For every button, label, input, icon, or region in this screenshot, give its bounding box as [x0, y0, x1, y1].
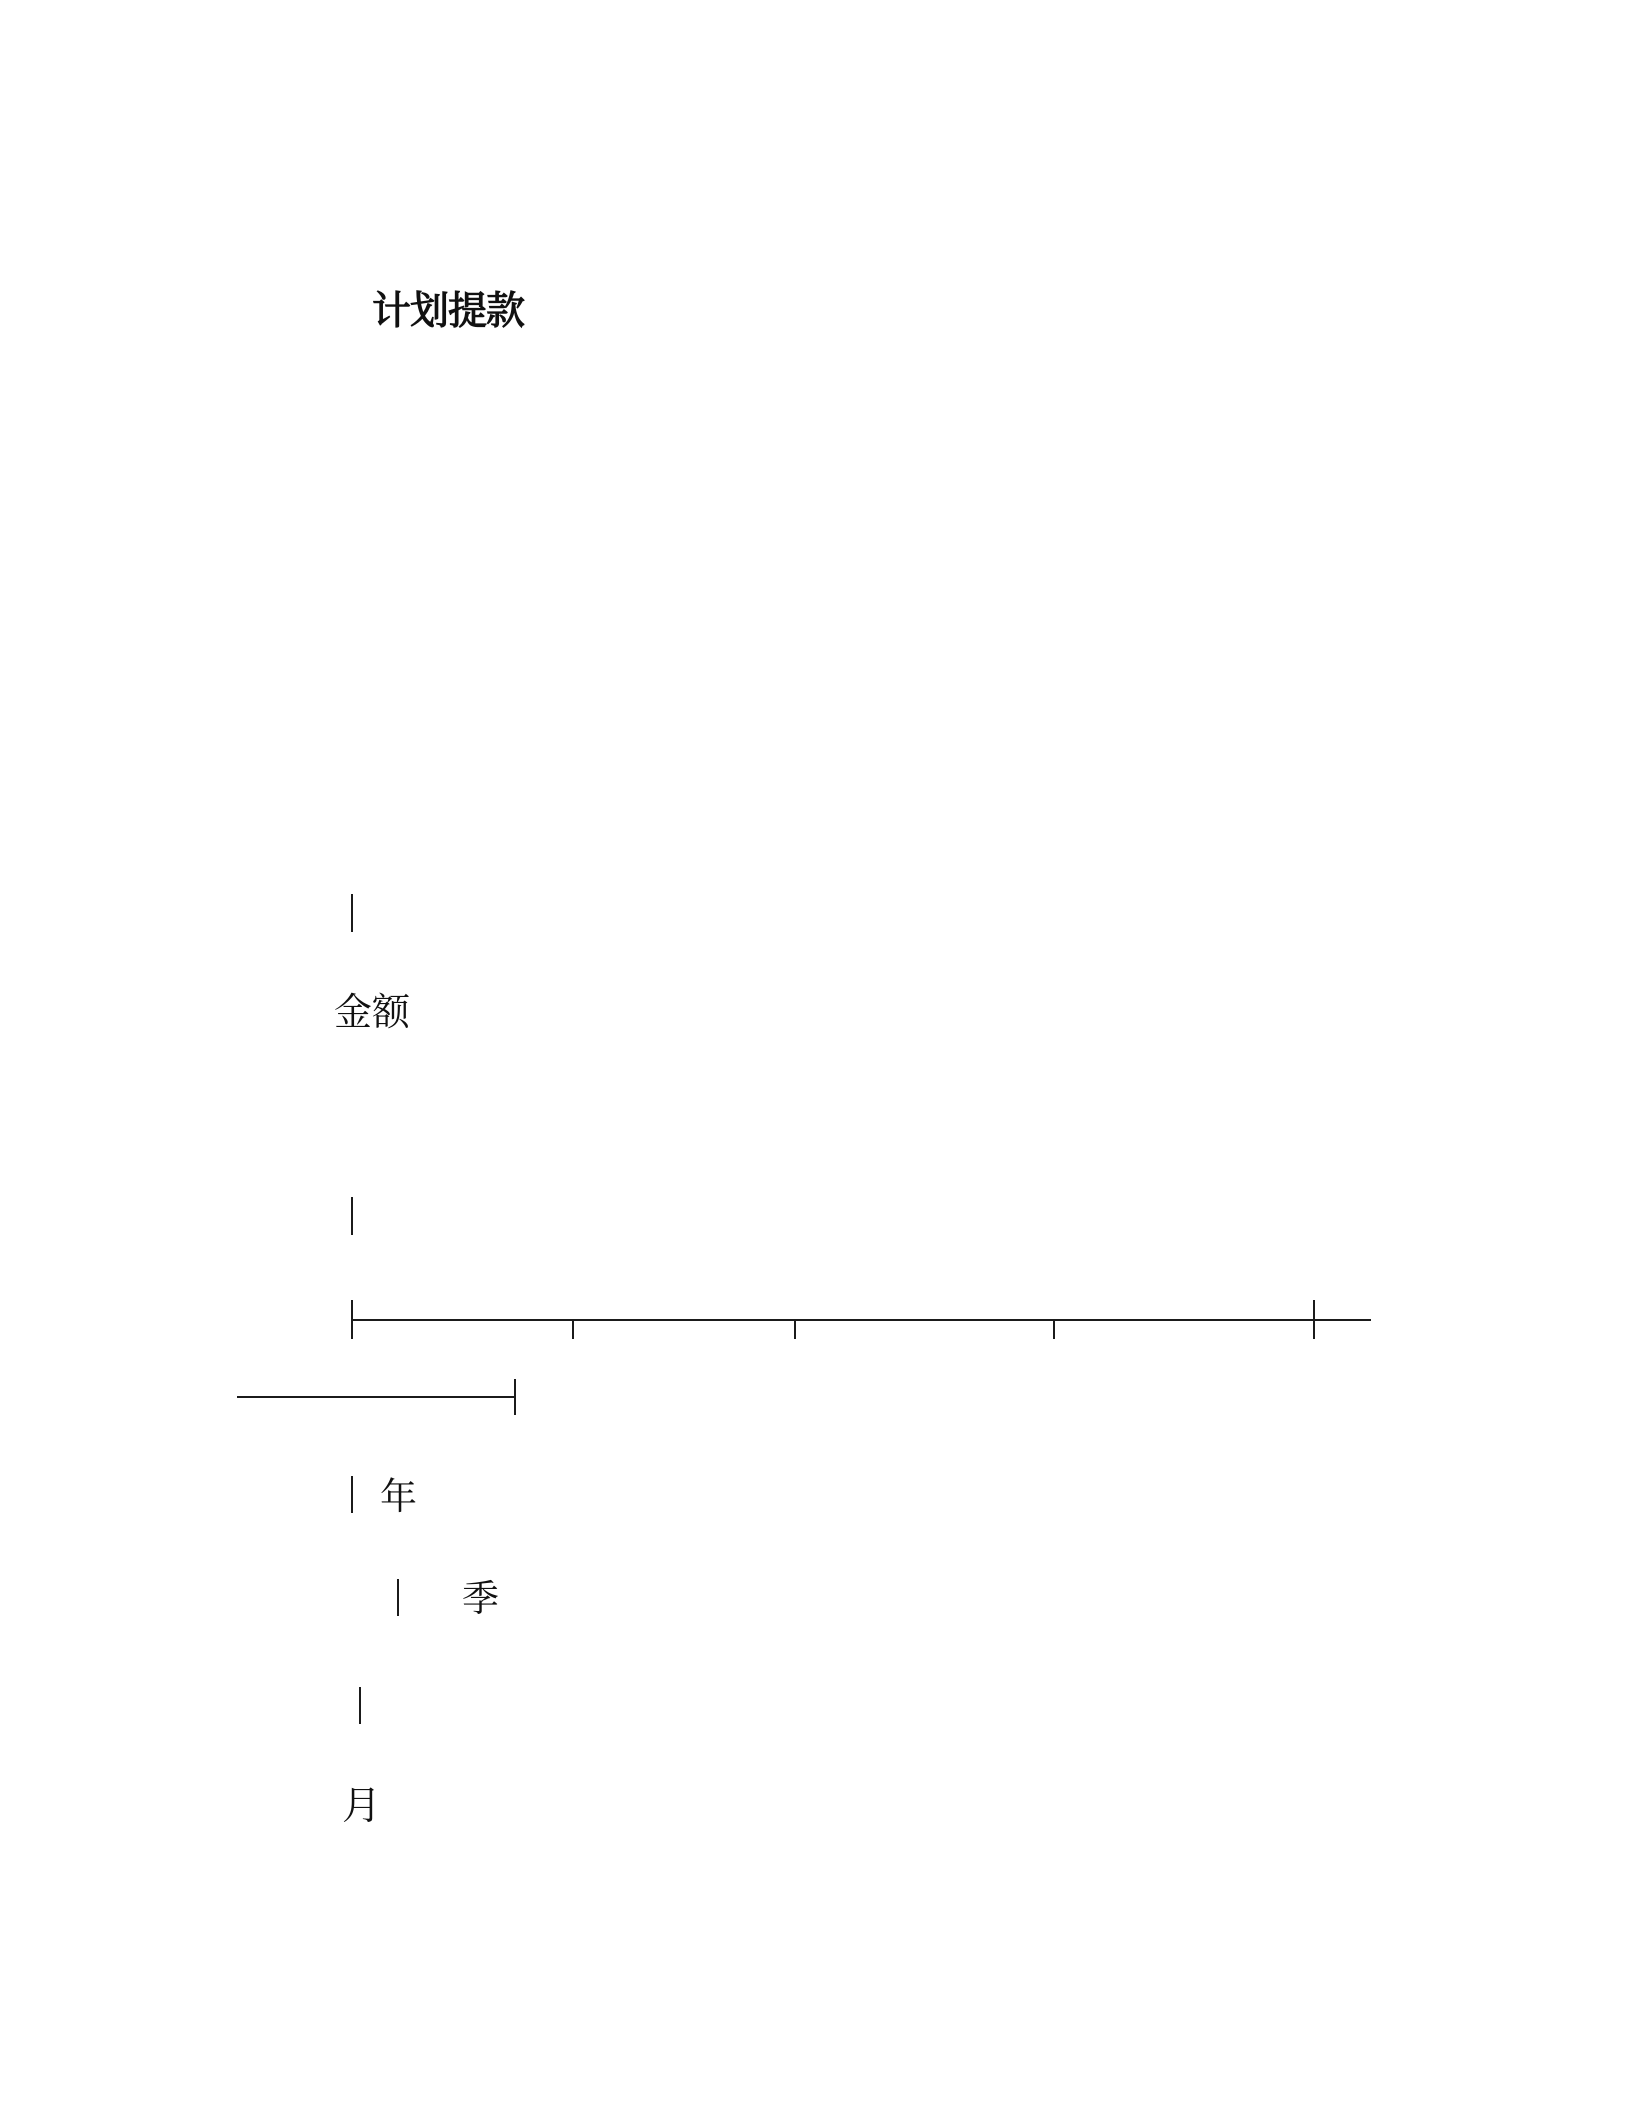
year-label: 年 [380, 1475, 417, 1518]
page-title: 计划提款 [372, 289, 525, 334]
amount-axis-label: 金额 [334, 990, 411, 1034]
quarter-label: 季 [462, 1577, 499, 1620]
month-label: 月 [342, 1784, 382, 1829]
